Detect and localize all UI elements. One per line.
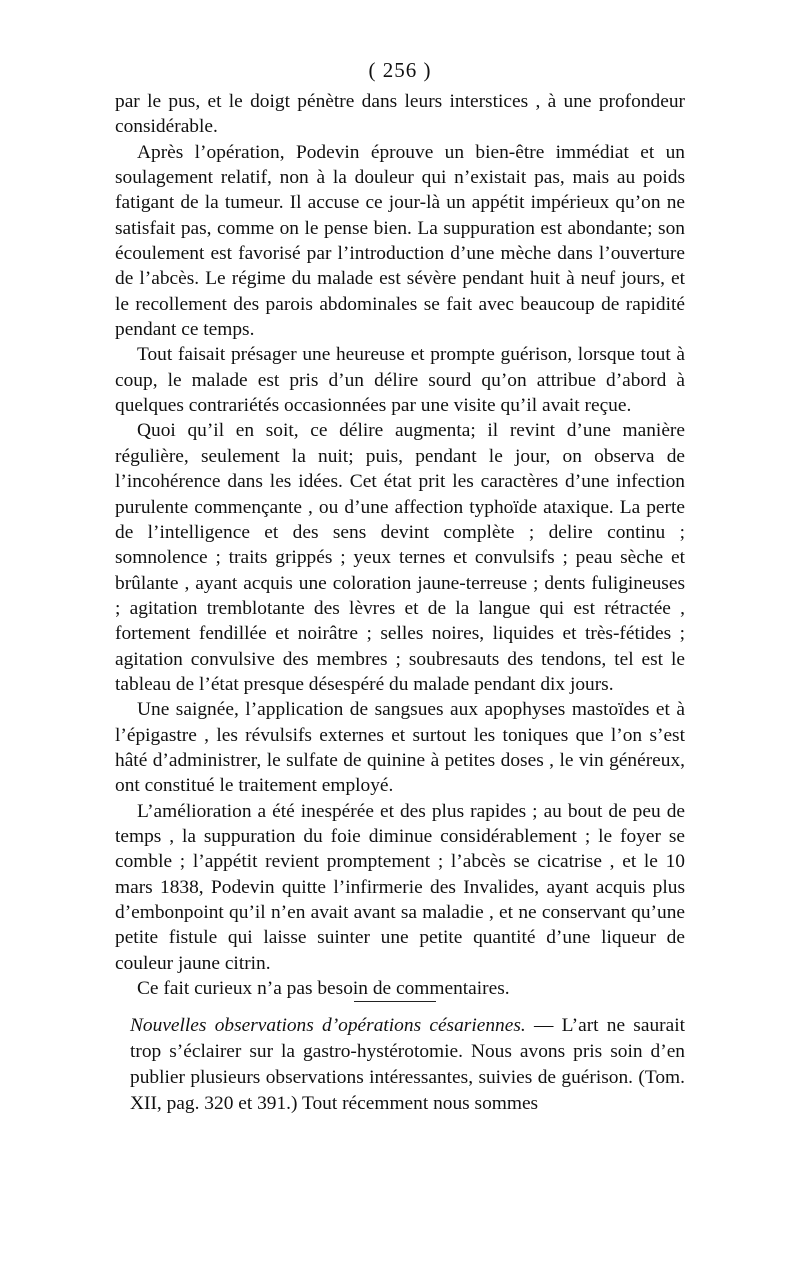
paragraph: Tout faisait présager une heureuse et prompte guérison, lorsque tout à coup, le malade est pris d’un délire sourd qu’on attribue d’abord à quelques contrariétés occasionnées par une visite qu’il avait reçue. xyxy=(115,344,685,417)
body-text xyxy=(115,89,685,1001)
paragraph: par le pus, et le doigt pénètre dans leurs interstices , à une profondeur considérable. xyxy=(115,91,685,138)
paragraph: L’amélioration a été inespérée et des plus rapides ; au bout de peu de temps , la suppuration du foie diminue considérablement ; le foyer se comble ; l’appétit revient promptement ; l’abcès se cicatrise , et le 10 mars 1838, Podevin quitte l’infirmerie des Invalides, ayant acquis plus d’embonpoint qu’il n’en avait avant sa maladie , et ne conservant qu’une petite fistule qui laisse suinter une petite quantité d’une liqueur de couleur jaune citrin. xyxy=(115,800,685,974)
paragraph: Après l’opération, Podevin éprouve un bien-être immédiat et un soulagement relatif, non à la douleur qui n’existait pas, mais au poids fatigant de la tumeur. Il accuse ce jour-là un appétit impérieux qu’on ne satisfait pas, comme on le pense bien. La suppuration est abondante; son écoulement est favorisé par l’introduction d’une mèche dans l’ouverture de l’abcès. Le régime du malade est sévère pendant huit à neuf jours, et le recollement des parois abdominales se fait avec beaucoup de rapidité pendant ce temps. xyxy=(115,141,685,341)
paragraph: Une saignée, l’application de sangsues aux apophyses mastoïdes et à l’épigastre , les révulsifs externes et surtout les toniques que l’on s’est hâté d’administrer, le sulfate de quinine à petites doses , le vin généreux, ont constitué le traitement employé. xyxy=(115,699,685,797)
section-divider xyxy=(354,1001,436,1002)
paragraph: Quoi qu’il en soit, ce délire augmenta; il revint d’une manière régulière, seulement la nuit; puis, pendant le jour, on observa de l’incohérence dans les idées. Cet état prit les caractères d’une infection purulente commençante , ou d’une affection typhoïde ataxique. La perte de l’intelligence et des sens devint complète ; delire continu ; somnolence ; traits grippés ; yeux ternes et convulsifs ; peau sèche et brûlante , ayant acquis une coloration jaune-terreuse ; dents fuligineuses ; agitation tremblotante des lèvres et de la langue qui est rétractée , fortement fendillée et noirâtre ; selles noires, liquides et très-fétides ; agitation convulsive des membres ; soubresauts des tendons, tel est le tableau de l’état presque désespéré du malade pendant dix jours. xyxy=(115,420,685,695)
section-paragraph xyxy=(130,1013,685,1117)
section-heading: Nouvelles observations d’opérations césariennes. xyxy=(130,1015,526,1036)
paragraph: Ce fait curieux n’a pas besoin de commentaires. xyxy=(137,978,510,1000)
page-number: ( 256 ) xyxy=(368,58,432,82)
section-body: — L’art ne saurait trop s’éclairer sur la gastro-hystérotomie. Nous avons pris soin d’en publier plusieurs observations intéressantes, suivies de guérison. (Tom. XII, pag. 320 et 391.) Tout récemment nous sommes xyxy=(130,1015,685,1114)
